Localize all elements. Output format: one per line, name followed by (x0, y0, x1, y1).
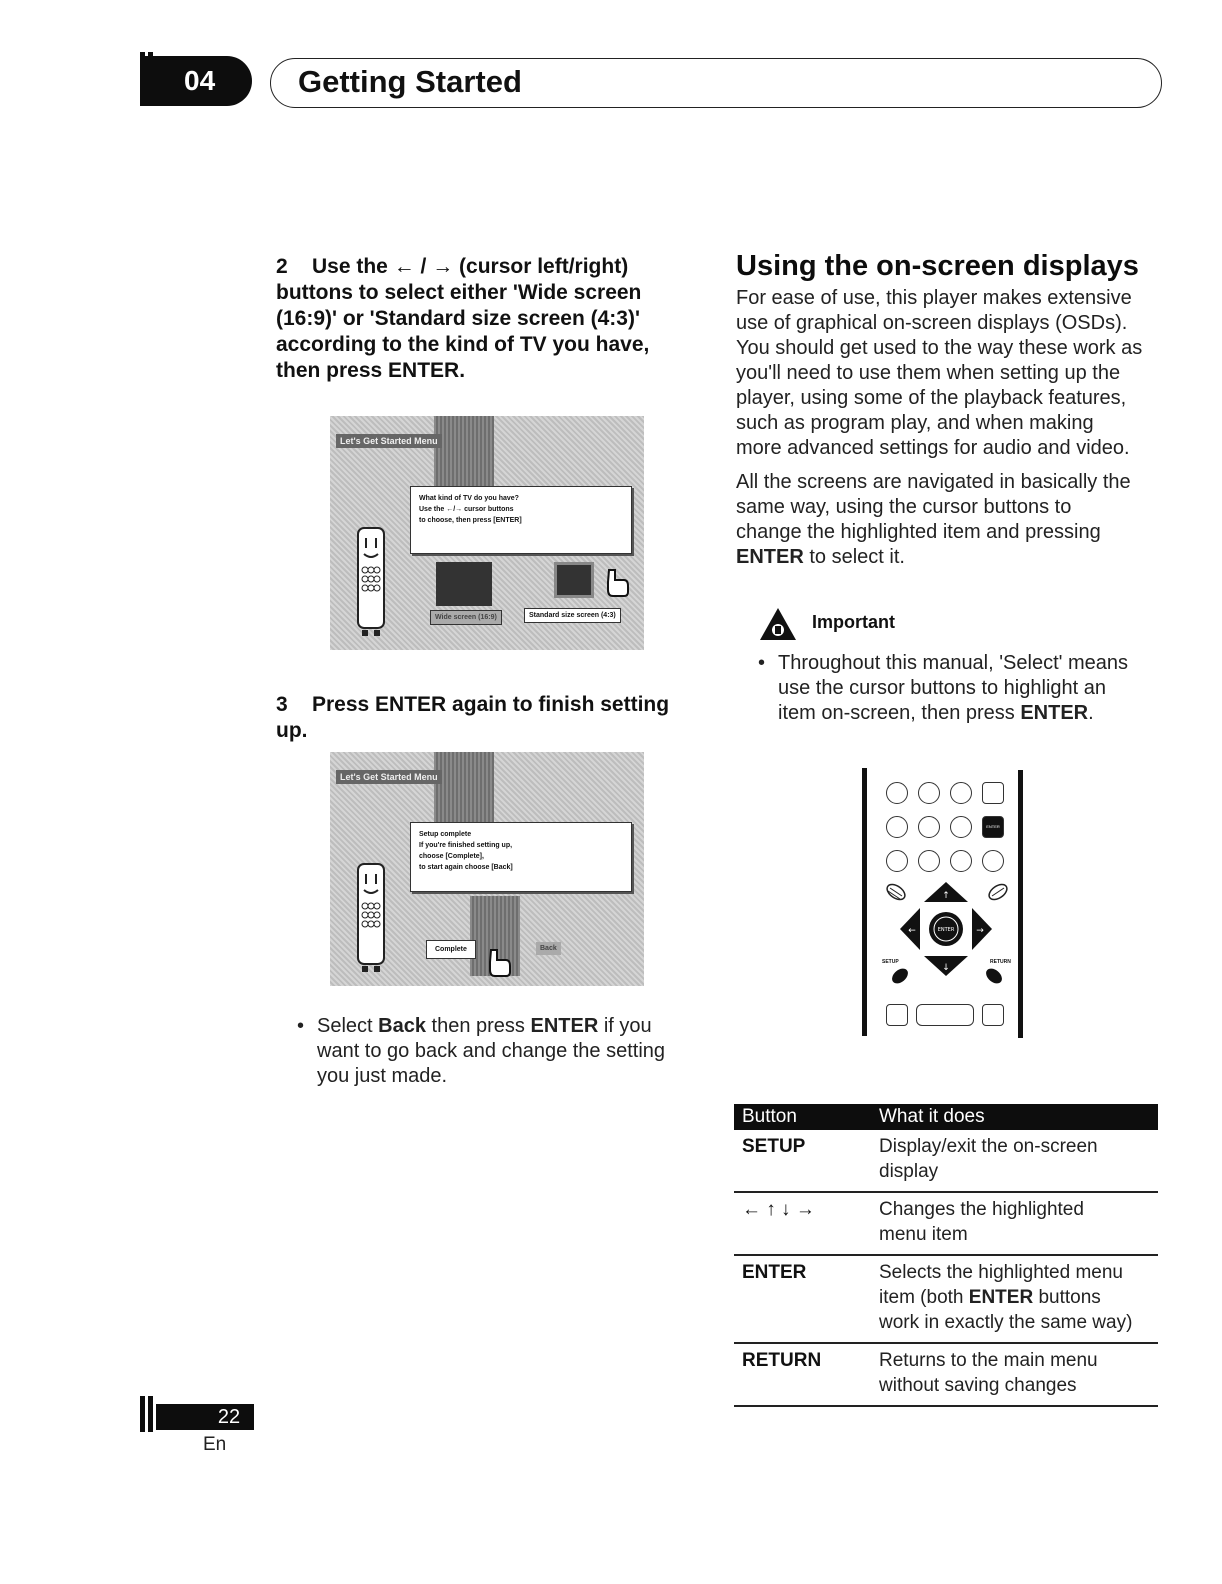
table-cell-description (879, 1197, 1159, 1247)
footer-bar-mark (140, 1396, 145, 1432)
table-description-line: Changes the highlighted (879, 1199, 1084, 1220)
bullet-text-bold: ENTER (1020, 702, 1089, 724)
table-header (734, 1104, 1158, 1130)
osd-option-complete: Complete (426, 940, 476, 959)
language-code: En (203, 1434, 227, 1455)
bullet-text-bold: Back (378, 1015, 426, 1037)
step-3-number: 3 (276, 693, 288, 716)
osd-message-box (410, 822, 632, 892)
bullet-dot: • (297, 1015, 305, 1037)
table-row-divider (734, 1254, 1158, 1256)
remote-return-label: RETURN (990, 959, 1011, 965)
step-2-line: Use the ← / → (cursor left/right) (312, 255, 629, 278)
bullet-select-back (297, 1014, 707, 1089)
table-cell-description (879, 1260, 1159, 1335)
paragraph-line: player, using some of the playback features, (736, 387, 1127, 409)
paragraph-line: All the screens are navigated in basically the (736, 471, 1131, 493)
step-2-number: 2 (276, 255, 288, 278)
bullet-text: item on-screen, then press (778, 702, 1021, 724)
bullet-text: want to go back and change the setting (317, 1040, 666, 1062)
remote-number-button (950, 782, 972, 804)
important-bullet (758, 651, 1168, 726)
remote-illustration (862, 768, 1032, 1040)
table-row-divider (734, 1405, 1158, 1407)
svg-text:→: → (976, 926, 984, 936)
table-row-divider (734, 1191, 1158, 1193)
wide-tv-icon (436, 562, 492, 606)
step-2-line: buttons to select either 'Wide screen (276, 281, 642, 304)
osd-message-line: to choose, then press [ENTER] (419, 517, 522, 524)
osd-screenshot-setup-complete (330, 752, 644, 986)
osd-message-line: Use the ←/→ cursor buttons (419, 506, 514, 513)
intro-paragraph (736, 286, 1166, 461)
chapter-title: Getting Started (298, 64, 522, 99)
screen-shading (434, 416, 494, 486)
bullet-text: Select (317, 1015, 379, 1037)
table-description-line: buttons (1033, 1287, 1101, 1308)
bullet-text: . (1088, 702, 1094, 724)
remote-number-button (886, 782, 908, 804)
remote-number-button (982, 850, 1004, 872)
table-description-line: work in exactly the same way) (879, 1312, 1133, 1333)
remote-number-button (950, 816, 972, 838)
remote-edge (1018, 770, 1023, 1038)
chapter-number: 04 (184, 65, 216, 96)
remote-number-button (982, 782, 1004, 804)
bullet-text: then press (425, 1015, 531, 1037)
pointing-hand-icon (486, 948, 512, 978)
table-header-what-it-does: What it does (879, 1106, 985, 1127)
warning-icon (758, 606, 798, 642)
osd-message-box (410, 486, 632, 554)
table-header-button: Button (742, 1106, 797, 1127)
chapter-tab (140, 56, 252, 106)
step-2-line: according to the kind of TV you have, (276, 333, 650, 356)
remote-enter-small-button: ENTER (982, 816, 1004, 838)
osd-menu-title: Let's Get Started Menu (336, 434, 442, 448)
remote-bottom-button (886, 1004, 908, 1026)
bullet-text: if you (598, 1015, 652, 1037)
navigation-paragraph (736, 470, 1166, 570)
table-description-line: display (879, 1161, 939, 1182)
bullet-text: you just made. (317, 1065, 448, 1087)
remote-number-button (918, 816, 940, 838)
paragraph-line: such as program play, and when making (736, 412, 1094, 434)
svg-text:↓: ↓ (942, 963, 950, 973)
table-cell-button: ← ↑ ↓ → (742, 1199, 815, 1220)
table-cell-button: RETURN (742, 1350, 822, 1371)
bullet-text: use the cursor buttons to highlight an (778, 677, 1106, 699)
osd-option-standard: Standard size screen (4:3) (524, 608, 621, 623)
paragraph-line: use of graphical on-screen displays (OSDs). (736, 312, 1128, 334)
paragraph-line: to select it. (803, 546, 905, 568)
table-description-line: Selects the highlighted menu (879, 1262, 1123, 1283)
remote-number-button (886, 850, 908, 872)
paragraph-line: change the highlighted item and pressing (736, 521, 1101, 543)
remote-number-button (918, 782, 940, 804)
paragraph-line: You should get used to the way these work as (736, 337, 1143, 359)
table-cell-button: ENTER (742, 1262, 807, 1283)
remote-edge (862, 768, 867, 1036)
remote-number-button (886, 816, 908, 838)
remote-number-button (950, 850, 972, 872)
section-heading: Using the on-screen displays (736, 250, 1139, 282)
table-description-line: menu item (879, 1224, 968, 1245)
osd-message-line: If you're finished setting up, (419, 842, 513, 849)
paragraph-line: same way, using the cursor buttons to (736, 496, 1072, 518)
pointing-hand-icon (604, 568, 630, 598)
osd-message-line: to start again choose [Back] (419, 864, 513, 871)
paragraph-line: you'll need to use them when setting up the (736, 362, 1121, 384)
osd-option-wide: Wide screen (16:9) (430, 610, 502, 625)
osd-message-line: Setup complete (419, 831, 472, 838)
osd-menu-title: Let's Get Started Menu (336, 770, 442, 784)
table-cell-description (879, 1134, 1159, 1184)
svg-text:←: ← (908, 926, 916, 936)
page-number: 22 (180, 1404, 254, 1430)
table-cell-button: SETUP (742, 1136, 806, 1157)
table-description-line: Returns to the main menu (879, 1350, 1098, 1371)
footer-bar-mark (148, 1396, 153, 1432)
cursor-pad-icon (882, 880, 1012, 990)
osd-message-line: choose [Complete], (419, 853, 484, 860)
osd-message-line: What kind of TV do you have? (419, 495, 519, 502)
standard-tv-icon (554, 562, 594, 598)
table-row-divider (734, 1342, 1158, 1344)
step-3 (276, 692, 706, 744)
paragraph-line: more advanced settings for audio and video. (736, 437, 1130, 459)
step-2 (276, 254, 696, 384)
paragraph-bold: ENTER (736, 546, 804, 568)
bullet-text: Throughout this manual, 'Select' means (778, 652, 1129, 674)
footer-bar-mark (156, 1404, 180, 1430)
screen-shading (434, 752, 494, 822)
osd-option-back: Back (536, 942, 561, 955)
table-description-line: without saving changes (879, 1375, 1077, 1396)
step-3-text: Press ENTER again to finish setting up. (276, 693, 670, 742)
step-2-line: (16:9)' or 'Standard size screen (4:3)' (276, 307, 640, 330)
step-2-line: then press ENTER. (276, 359, 466, 382)
remote-mascot-icon (350, 526, 394, 636)
osd-screenshot-tv-type (330, 416, 644, 650)
remote-number-button (918, 850, 940, 872)
table-description-bold: ENTER (968, 1287, 1034, 1308)
table-description-line: item (both (879, 1287, 969, 1308)
remote-bottom-button (982, 1004, 1004, 1026)
remote-mascot-icon (350, 862, 394, 972)
paragraph-line: For ease of use, this player makes extensive (736, 287, 1132, 309)
table-description-line: Display/exit the on-screen (879, 1136, 1098, 1157)
bullet-text-bold: ENTER (530, 1015, 599, 1037)
remote-bottom-button (916, 1004, 974, 1026)
svg-text:ENTER: ENTER (937, 927, 955, 933)
bullet-dot: • (758, 652, 766, 674)
important-label: Important (812, 612, 895, 632)
svg-text:↑: ↑ (942, 891, 950, 901)
remote-setup-label: SETUP (882, 959, 899, 965)
table-cell-description (879, 1348, 1159, 1398)
